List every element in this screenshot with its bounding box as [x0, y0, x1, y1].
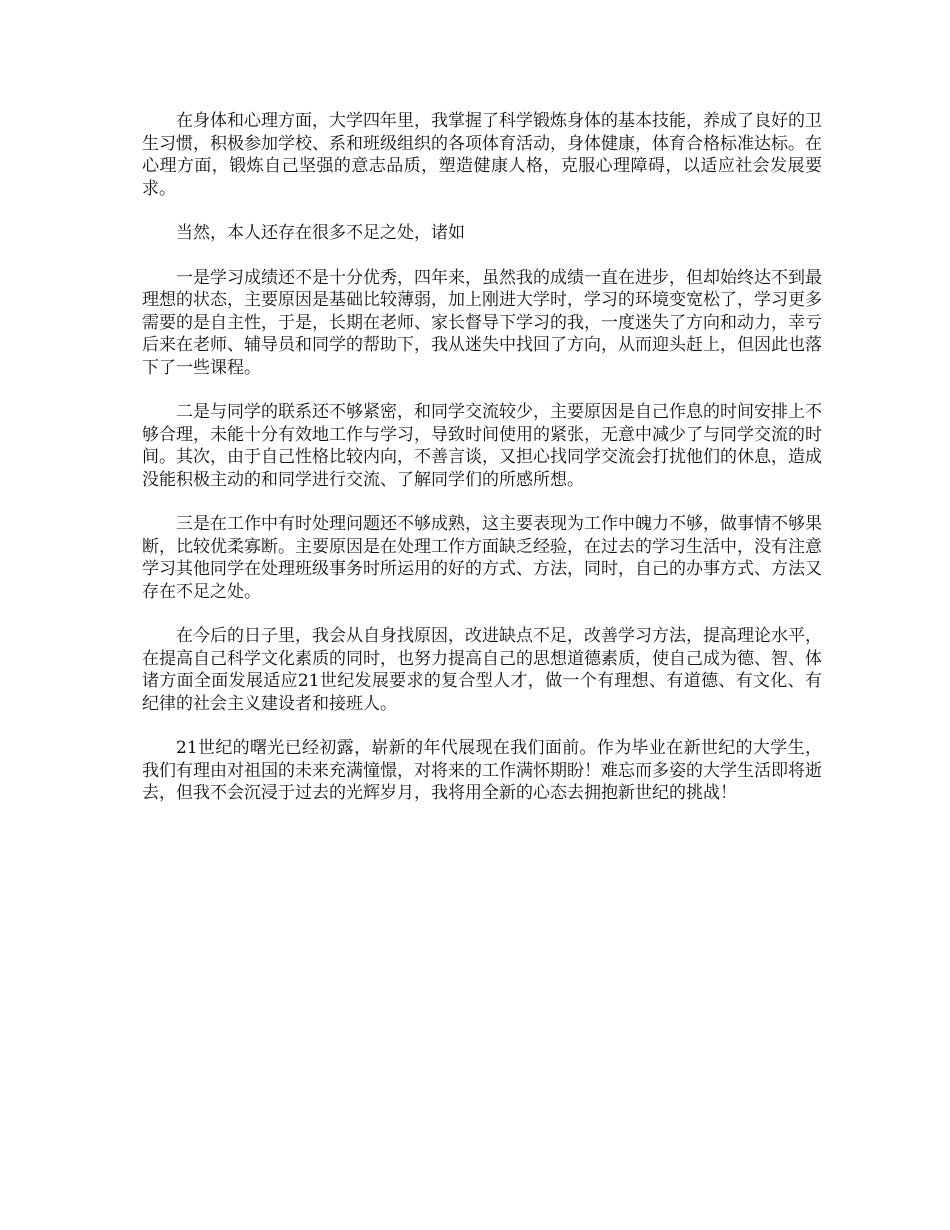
paragraph-closing: 21世纪的曙光已经初露，崭新的年代展现在我们面前。作为毕业在新世纪的大学生，我们有理由对祖国的未来充满憧憬，对将来的工作满怀期盼！难忘而多姿的大学生活即将逝去，但我不会沉浸于过去的光辉岁月，我将用全新的心态去拥抱新世纪的挑战！ [142, 738, 822, 803]
document-body [142, 110, 822, 827]
paragraph-communication-shortcoming: 二是与同学的联系还不够紧密，和同学交流较少，主要原因是自己作息的时间安排上不够合理，未能十分有效地工作与学习，导致时间使用的紧张，无意中减少了与同学交流的时间。其次，由于自己性格比较内向，不善言谈，又担心找同学交流会打扰他们的休息，造成没能积极主动的和同学进行交流、了解同学们的所感所想。 [142, 402, 822, 490]
paragraph-work-shortcoming: 三是在工作中有时处理问题还不够成熟，这主要表现为工作中魄力不够，做事情不够果断，比较优柔寡断。主要原因是在处理工作方面缺乏经验，在过去的学习生活中，没有注意学习其他同学在处理班级事务时所运用的好的方式、方法，同时，自己的办事方式、方法又存在不足之处。 [142, 514, 822, 602]
paragraph-study-shortcoming: 一是学习成绩还不是十分优秀，四年来，虽然我的成绩一直在进步，但却始终达不到最理想的状态，主要原因是基础比较薄弱，加上刚进大学时，学习的环境变宽松了，学习更多需要的是自主性，于是，长期在老师、家长督导下学习的我，一度迷失了方向和动力，幸亏后来在老师、辅导员和同学的帮助下，我从迷失中找回了方向，从而迎头赶上，但因此也落下了一些课程。 [142, 267, 822, 378]
paragraph-shortcomings-intro: 当然，本人还存在很多不足之处，诸如 [176, 223, 465, 243]
paragraph-physical-mental: 在身体和心理方面，大学四年里，我掌握了科学锻炼身体的基本技能，养成了良好的卫生习惯，积极参加学校、系和班级组织的各项体育活动，身体健康，体育合格标准达标。在心理方面，锻炼自己坚强的意志品质，塑造健康人格，克服心理障碍，以适应社会发展要求。 [142, 111, 822, 199]
paragraph-future-plan: 在今后的日子里，我会从自身找原因，改进缺点不足，改善学习方法，提高理论水平，在提高自己科学文化素质的同时，也努力提高自己的思想道德素质，使自己成为德、智、体诸方面全面发展适应21世纪发展要求的复合型人才，做一个有理想、有道德、有文化、有纪律的社会主义建设者和接班人。 [142, 626, 822, 714]
